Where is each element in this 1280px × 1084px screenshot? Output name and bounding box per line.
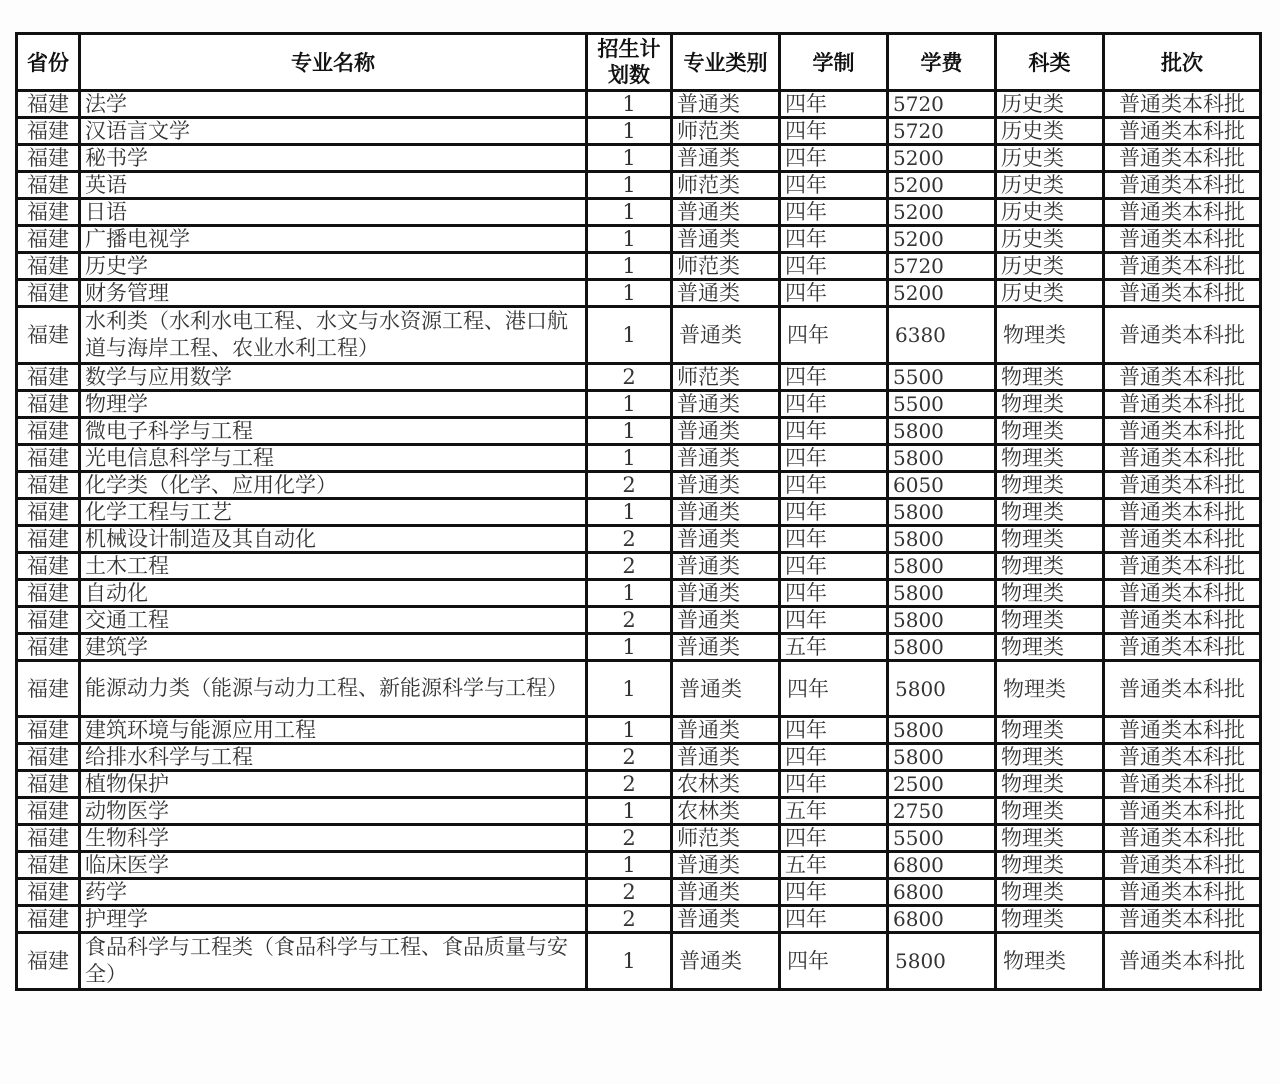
cell-major-type: 普通类 — [672, 852, 780, 879]
cell-province: 福建 — [17, 661, 80, 717]
table-body — [17, 91, 1261, 990]
cell-major-name: 护理学 — [80, 906, 587, 933]
cell-major-name: 历史学 — [80, 253, 587, 280]
cell-batch: 普通类本科批 — [1104, 280, 1261, 307]
cell-major-name: 动物医学 — [80, 798, 587, 825]
cell-tuition: 5200 — [888, 226, 996, 253]
cell-duration: 五年 — [780, 798, 888, 825]
cell-subject-category: 物理类 — [996, 771, 1104, 798]
cell-subject-category: 物理类 — [996, 499, 1104, 526]
cell-province: 福建 — [17, 445, 80, 472]
cell-batch: 普通类本科批 — [1104, 852, 1261, 879]
cell-major-name: 交通工程 — [80, 607, 587, 634]
cell-tuition: 5800 — [888, 418, 996, 445]
cell-batch: 普通类本科批 — [1104, 771, 1261, 798]
table-row — [17, 933, 1261, 990]
cell-province: 福建 — [17, 798, 80, 825]
cell-major-name: 建筑学 — [80, 634, 587, 661]
cell-major-name: 物理学 — [80, 391, 587, 418]
cell-subject-category: 物理类 — [996, 391, 1104, 418]
cell-duration: 四年 — [780, 226, 888, 253]
cell-subject-category: 物理类 — [996, 472, 1104, 499]
cell-tuition: 2750 — [888, 798, 996, 825]
cell-major-type: 普通类 — [672, 418, 780, 445]
cell-major-type: 师范类 — [672, 253, 780, 280]
cell-province: 福建 — [17, 280, 80, 307]
cell-major-name: 财务管理 — [80, 280, 587, 307]
cell-province: 福建 — [17, 607, 80, 634]
table-row — [17, 145, 1261, 172]
cell-batch: 普通类本科批 — [1104, 634, 1261, 661]
table-row — [17, 607, 1261, 634]
cell-subject-category: 物理类 — [996, 553, 1104, 580]
cell-tuition: 5500 — [888, 825, 996, 852]
cell-major-name: 药学 — [80, 879, 587, 906]
cell-duration: 四年 — [780, 717, 888, 744]
table-header-row — [17, 34, 1261, 91]
cell-duration: 四年 — [780, 906, 888, 933]
cell-duration: 四年 — [780, 607, 888, 634]
cell-major-type: 师范类 — [672, 172, 780, 199]
cell-batch: 普通类本科批 — [1104, 445, 1261, 472]
table-row — [17, 580, 1261, 607]
cell-major-type: 普通类 — [672, 634, 780, 661]
cell-subject-category: 物理类 — [996, 906, 1104, 933]
cell-major-name: 英语 — [80, 172, 587, 199]
table-row — [17, 172, 1261, 199]
cell-province: 福建 — [17, 499, 80, 526]
table-row — [17, 526, 1261, 553]
cell-duration: 五年 — [780, 634, 888, 661]
cell-tuition: 5800 — [888, 634, 996, 661]
cell-province: 福建 — [17, 145, 80, 172]
cell-tuition: 5500 — [888, 391, 996, 418]
cell-duration: 四年 — [780, 280, 888, 307]
cell-major-name: 汉语言文学 — [80, 118, 587, 145]
table-row — [17, 825, 1261, 852]
cell-tuition: 6050 — [888, 472, 996, 499]
cell-major-name: 数学与应用数学 — [80, 364, 587, 391]
cell-tuition: 5800 — [888, 717, 996, 744]
cell-major-type: 普通类 — [672, 91, 780, 118]
cell-duration: 四年 — [780, 199, 888, 226]
table-row — [17, 717, 1261, 744]
cell-subject-category: 历史类 — [996, 253, 1104, 280]
table-row — [17, 307, 1261, 364]
cell-subject-category: 物理类 — [996, 526, 1104, 553]
cell-duration: 四年 — [780, 744, 888, 771]
cell-major-name: 化学工程与工艺 — [80, 499, 587, 526]
cell-batch: 普通类本科批 — [1104, 717, 1261, 744]
cell-duration: 四年 — [780, 499, 888, 526]
cell-tuition: 6800 — [888, 879, 996, 906]
cell-major-type: 普通类 — [672, 933, 780, 990]
cell-enrollment-plan: 1 — [587, 852, 672, 879]
cell-enrollment-plan: 2 — [587, 744, 672, 771]
cell-major-type: 师范类 — [672, 364, 780, 391]
cell-subject-category: 物理类 — [996, 307, 1104, 364]
cell-major-type: 普通类 — [672, 580, 780, 607]
cell-major-name: 光电信息科学与工程 — [80, 445, 587, 472]
cell-major-name: 法学 — [80, 91, 587, 118]
cell-major-type: 普通类 — [672, 553, 780, 580]
cell-major-type: 普通类 — [672, 391, 780, 418]
cell-province: 福建 — [17, 118, 80, 145]
cell-subject-category: 物理类 — [996, 634, 1104, 661]
cell-subject-category: 历史类 — [996, 91, 1104, 118]
cell-subject-category: 历史类 — [996, 199, 1104, 226]
cell-duration: 四年 — [780, 91, 888, 118]
cell-tuition: 5720 — [888, 118, 996, 145]
cell-subject-category: 物理类 — [996, 933, 1104, 990]
cell-duration: 四年 — [780, 391, 888, 418]
cell-province: 福建 — [17, 472, 80, 499]
table-row — [17, 199, 1261, 226]
table-row — [17, 226, 1261, 253]
cell-enrollment-plan: 2 — [587, 607, 672, 634]
cell-enrollment-plan: 1 — [587, 445, 672, 472]
cell-enrollment-plan: 2 — [587, 879, 672, 906]
cell-enrollment-plan: 1 — [587, 118, 672, 145]
cell-duration: 四年 — [780, 118, 888, 145]
table-row — [17, 798, 1261, 825]
cell-province: 福建 — [17, 526, 80, 553]
cell-major-type: 普通类 — [672, 879, 780, 906]
cell-duration: 四年 — [780, 580, 888, 607]
cell-major-type: 普通类 — [672, 280, 780, 307]
cell-subject-category: 物理类 — [996, 364, 1104, 391]
table-row — [17, 879, 1261, 906]
table-row — [17, 661, 1261, 717]
cell-duration: 四年 — [780, 771, 888, 798]
cell-batch: 普通类本科批 — [1104, 553, 1261, 580]
cell-enrollment-plan: 2 — [587, 553, 672, 580]
cell-tuition: 5720 — [888, 253, 996, 280]
cell-duration: 四年 — [780, 145, 888, 172]
cell-tuition: 2500 — [888, 771, 996, 798]
cell-duration: 四年 — [780, 825, 888, 852]
cell-subject-category: 物理类 — [996, 879, 1104, 906]
cell-batch: 普通类本科批 — [1104, 391, 1261, 418]
table-row — [17, 445, 1261, 472]
cell-duration: 四年 — [780, 553, 888, 580]
cell-major-name: 能源动力类（能源与动力工程、新能源科学与工程） — [80, 661, 587, 717]
cell-province: 福建 — [17, 253, 80, 280]
cell-major-type: 农林类 — [672, 798, 780, 825]
cell-province: 福建 — [17, 879, 80, 906]
cell-enrollment-plan: 2 — [587, 825, 672, 852]
cell-major-type: 普通类 — [672, 661, 780, 717]
cell-enrollment-plan: 2 — [587, 526, 672, 553]
cell-major-name: 化学类（化学、应用化学） — [80, 472, 587, 499]
cell-subject-category: 物理类 — [996, 607, 1104, 634]
cell-major-type: 普通类 — [672, 607, 780, 634]
cell-duration: 四年 — [780, 879, 888, 906]
cell-batch: 普通类本科批 — [1104, 580, 1261, 607]
cell-duration: 四年 — [780, 472, 888, 499]
cell-enrollment-plan: 1 — [587, 580, 672, 607]
cell-tuition: 6800 — [888, 906, 996, 933]
cell-tuition: 5200 — [888, 145, 996, 172]
cell-duration: 四年 — [780, 364, 888, 391]
cell-batch: 普通类本科批 — [1104, 661, 1261, 717]
cell-tuition: 6380 — [888, 307, 996, 364]
cell-major-type: 普通类 — [672, 145, 780, 172]
cell-batch: 普通类本科批 — [1104, 744, 1261, 771]
cell-enrollment-plan: 1 — [587, 499, 672, 526]
cell-subject-category: 物理类 — [996, 744, 1104, 771]
cell-province: 福建 — [17, 580, 80, 607]
cell-tuition: 5200 — [888, 172, 996, 199]
cell-province: 福建 — [17, 172, 80, 199]
cell-province: 福建 — [17, 825, 80, 852]
cell-batch: 普通类本科批 — [1104, 526, 1261, 553]
cell-province: 福建 — [17, 771, 80, 798]
cell-province: 福建 — [17, 307, 80, 364]
cell-major-name: 广播电视学 — [80, 226, 587, 253]
table-row — [17, 118, 1261, 145]
cell-province: 福建 — [17, 717, 80, 744]
cell-batch: 普通类本科批 — [1104, 226, 1261, 253]
table-row — [17, 472, 1261, 499]
table-row — [17, 280, 1261, 307]
cell-major-name: 临床医学 — [80, 852, 587, 879]
cell-tuition: 5800 — [888, 933, 996, 990]
enrollment-plan-table-container — [15, 32, 1262, 991]
table-row — [17, 499, 1261, 526]
enrollment-plan-table — [15, 32, 1262, 991]
cell-tuition: 5800 — [888, 661, 996, 717]
table-row — [17, 906, 1261, 933]
cell-major-type: 普通类 — [672, 307, 780, 364]
cell-province: 福建 — [17, 199, 80, 226]
cell-batch: 普通类本科批 — [1104, 906, 1261, 933]
table-row — [17, 634, 1261, 661]
header-batch: 批次 — [1104, 34, 1261, 91]
table-row — [17, 391, 1261, 418]
cell-batch: 普通类本科批 — [1104, 472, 1261, 499]
cell-major-type: 普通类 — [672, 472, 780, 499]
cell-enrollment-plan: 1 — [587, 145, 672, 172]
cell-batch: 普通类本科批 — [1104, 418, 1261, 445]
cell-tuition: 5200 — [888, 199, 996, 226]
table-row — [17, 418, 1261, 445]
cell-province: 福建 — [17, 91, 80, 118]
table-row — [17, 364, 1261, 391]
table-row — [17, 771, 1261, 798]
cell-tuition: 5500 — [888, 364, 996, 391]
cell-subject-category: 物理类 — [996, 717, 1104, 744]
cell-enrollment-plan: 1 — [587, 91, 672, 118]
cell-enrollment-plan: 1 — [587, 199, 672, 226]
table-row — [17, 253, 1261, 280]
cell-major-type: 普通类 — [672, 199, 780, 226]
cell-tuition: 5800 — [888, 499, 996, 526]
cell-enrollment-plan: 1 — [587, 280, 672, 307]
cell-batch: 普通类本科批 — [1104, 607, 1261, 634]
cell-province: 福建 — [17, 634, 80, 661]
cell-major-name: 日语 — [80, 199, 587, 226]
cell-province: 福建 — [17, 418, 80, 445]
cell-major-type: 师范类 — [672, 118, 780, 145]
cell-enrollment-plan: 1 — [587, 418, 672, 445]
cell-batch: 普通类本科批 — [1104, 118, 1261, 145]
cell-province: 福建 — [17, 364, 80, 391]
cell-major-type: 普通类 — [672, 526, 780, 553]
cell-province: 福建 — [17, 906, 80, 933]
cell-province: 福建 — [17, 852, 80, 879]
cell-enrollment-plan: 2 — [587, 906, 672, 933]
cell-tuition: 6800 — [888, 852, 996, 879]
cell-province: 福建 — [17, 553, 80, 580]
cell-enrollment-plan: 1 — [587, 661, 672, 717]
cell-subject-category: 物理类 — [996, 825, 1104, 852]
cell-major-name: 植物保护 — [80, 771, 587, 798]
cell-subject-category: 物理类 — [996, 580, 1104, 607]
cell-major-type: 师范类 — [672, 825, 780, 852]
table-row — [17, 744, 1261, 771]
cell-enrollment-plan: 1 — [587, 933, 672, 990]
cell-enrollment-plan: 1 — [587, 253, 672, 280]
cell-subject-category: 物理类 — [996, 852, 1104, 879]
cell-major-type: 农林类 — [672, 771, 780, 798]
cell-enrollment-plan: 2 — [587, 771, 672, 798]
cell-subject-category: 物理类 — [996, 418, 1104, 445]
cell-subject-category: 历史类 — [996, 145, 1104, 172]
cell-enrollment-plan: 1 — [587, 717, 672, 744]
cell-batch: 普通类本科批 — [1104, 307, 1261, 364]
cell-duration: 四年 — [780, 253, 888, 280]
cell-major-name: 机械设计制造及其自动化 — [80, 526, 587, 553]
cell-subject-category: 历史类 — [996, 280, 1104, 307]
cell-enrollment-plan: 2 — [587, 364, 672, 391]
cell-tuition: 5800 — [888, 580, 996, 607]
cell-tuition: 5800 — [888, 553, 996, 580]
cell-tuition: 5800 — [888, 607, 996, 634]
cell-batch: 普通类本科批 — [1104, 879, 1261, 906]
cell-major-type: 普通类 — [672, 445, 780, 472]
cell-duration: 五年 — [780, 852, 888, 879]
cell-enrollment-plan: 1 — [587, 634, 672, 661]
header-subject-category: 科类 — [996, 34, 1104, 91]
cell-province: 福建 — [17, 933, 80, 990]
cell-province: 福建 — [17, 744, 80, 771]
cell-duration: 四年 — [780, 933, 888, 990]
cell-major-type: 普通类 — [672, 499, 780, 526]
cell-duration: 四年 — [780, 445, 888, 472]
cell-duration: 四年 — [780, 307, 888, 364]
cell-major-type: 普通类 — [672, 717, 780, 744]
cell-major-name: 生物科学 — [80, 825, 587, 852]
cell-subject-category: 历史类 — [996, 118, 1104, 145]
cell-batch: 普通类本科批 — [1104, 798, 1261, 825]
cell-tuition: 5200 — [888, 280, 996, 307]
cell-enrollment-plan: 1 — [587, 798, 672, 825]
cell-duration: 四年 — [780, 526, 888, 553]
cell-major-name: 食品科学与工程类（食品科学与工程、食品质量与安全） — [80, 933, 587, 990]
cell-enrollment-plan: 1 — [587, 307, 672, 364]
cell-major-type: 普通类 — [672, 744, 780, 771]
cell-major-name: 水利类（水利水电工程、水文与水资源工程、港口航道与海岸工程、农业水利工程） — [80, 307, 587, 364]
cell-batch: 普通类本科批 — [1104, 499, 1261, 526]
cell-duration: 四年 — [780, 418, 888, 445]
cell-subject-category: 物理类 — [996, 445, 1104, 472]
cell-subject-category: 历史类 — [996, 226, 1104, 253]
cell-major-name: 秘书学 — [80, 145, 587, 172]
cell-batch: 普通类本科批 — [1104, 91, 1261, 118]
cell-batch: 普通类本科批 — [1104, 364, 1261, 391]
header-tuition: 学费 — [888, 34, 996, 91]
header-duration: 学制 — [780, 34, 888, 91]
cell-major-name: 自动化 — [80, 580, 587, 607]
table-row — [17, 852, 1261, 879]
cell-major-type: 普通类 — [672, 906, 780, 933]
cell-batch: 普通类本科批 — [1104, 825, 1261, 852]
cell-batch: 普通类本科批 — [1104, 253, 1261, 280]
cell-major-name: 土木工程 — [80, 553, 587, 580]
cell-batch: 普通类本科批 — [1104, 172, 1261, 199]
cell-major-type: 普通类 — [672, 226, 780, 253]
cell-enrollment-plan: 2 — [587, 472, 672, 499]
cell-duration: 四年 — [780, 661, 888, 717]
cell-tuition: 5800 — [888, 445, 996, 472]
cell-enrollment-plan: 1 — [587, 391, 672, 418]
header-province: 省份 — [17, 34, 80, 91]
cell-batch: 普通类本科批 — [1104, 145, 1261, 172]
cell-subject-category: 物理类 — [996, 798, 1104, 825]
header-major-type: 专业类别 — [672, 34, 780, 91]
cell-subject-category: 物理类 — [996, 661, 1104, 717]
header-major-name: 专业名称 — [80, 34, 587, 91]
cell-tuition: 5800 — [888, 526, 996, 553]
cell-enrollment-plan: 1 — [587, 172, 672, 199]
cell-batch: 普通类本科批 — [1104, 933, 1261, 990]
cell-tuition: 5800 — [888, 744, 996, 771]
cell-province: 福建 — [17, 391, 80, 418]
header-enrollment-plan: 招生计划数 — [587, 34, 672, 91]
table-row — [17, 91, 1261, 118]
cell-batch: 普通类本科批 — [1104, 199, 1261, 226]
cell-enrollment-plan: 1 — [587, 226, 672, 253]
cell-subject-category: 历史类 — [996, 172, 1104, 199]
cell-duration: 四年 — [780, 172, 888, 199]
cell-major-name: 建筑环境与能源应用工程 — [80, 717, 587, 744]
cell-major-name: 微电子科学与工程 — [80, 418, 587, 445]
cell-tuition: 5720 — [888, 91, 996, 118]
cell-province: 福建 — [17, 226, 80, 253]
cell-major-name: 给排水科学与工程 — [80, 744, 587, 771]
table-row — [17, 553, 1261, 580]
